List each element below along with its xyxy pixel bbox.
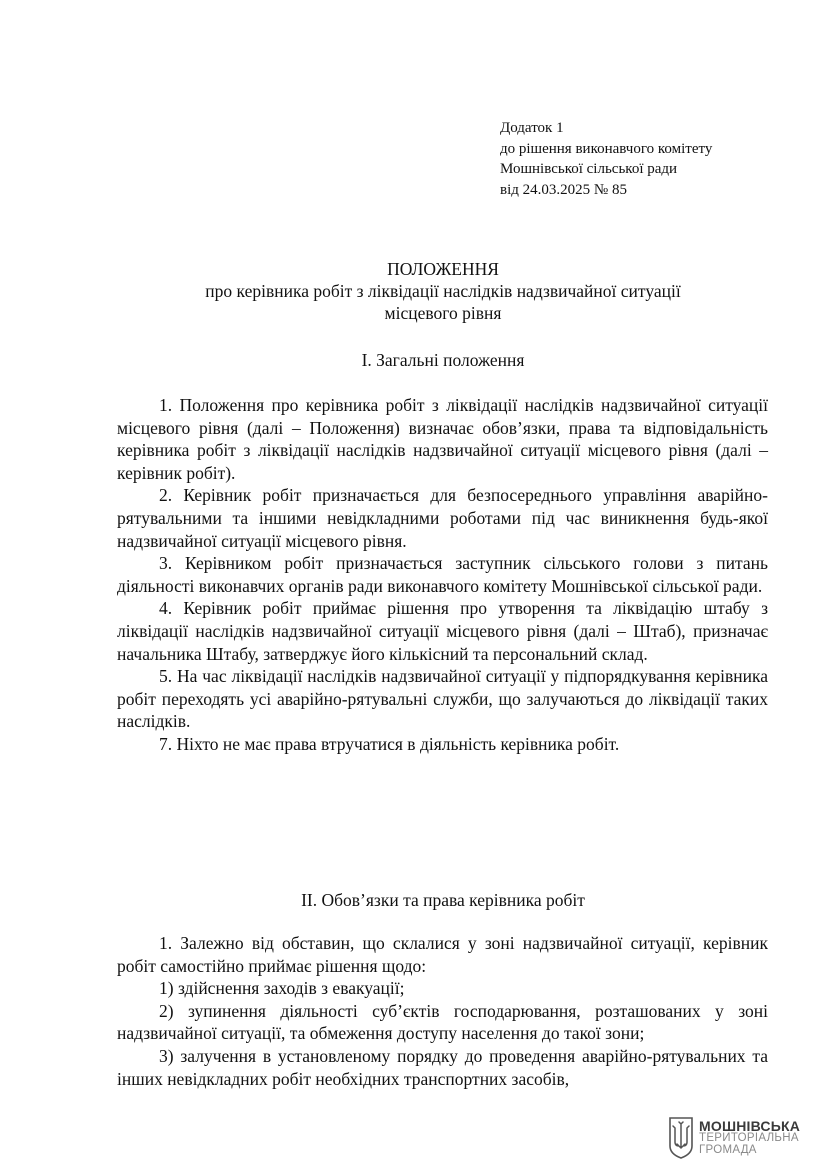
section1-paragraph-1: 1. Положення про керівника робіт з ліквідації наслідків надзвичайної ситуації місцевого рівня (далі – Положення) визначає обов’язки, права та відповідальність керівника робіт з ліквідації наслідків надзвичайної ситуації місцевого рівня (далі – керівник робіт). [117, 395, 768, 483]
logo-subtitle-2: ГРОМАДА [699, 1144, 757, 1156]
logo-title: МОШНІВСЬКА [699, 1118, 801, 1134]
document-subtitle-line1: про керівника робіт з ліквідації наслідків надзвичайної ситуації [205, 281, 681, 301]
section1-paragraph-4: 4. Керівник робіт приймає рішення про утворення та ліквідацію штабу з ліквідації наслідків надзвичайної ситуації місцевого рівня (далі – Штаб), призначає начальника Штабу, затверджує його кількісний та персональний склад. [117, 598, 768, 664]
annex-number: Додаток 1 [500, 120, 564, 136]
annex-decision-ref: до рішення виконавчого комітету [500, 140, 713, 157]
community-logo [668, 1116, 800, 1160]
section2-heading: ІІ. Обов’язки та права керівника робіт [301, 890, 585, 910]
logo-subtitle-1: ТЕРИТОРІАЛЬНА [699, 1132, 799, 1144]
document-subtitle-line2: місцевого рівня [384, 303, 502, 323]
annex-council-name: Мошнівської сільської ради [500, 161, 678, 177]
section2-item-1: 1) здійснення заходів з евакуації; [159, 978, 405, 999]
section1-paragraph-7: 7. Ніхто не має права втручатися в діяльність керівника робіт. [159, 733, 620, 754]
section1-paragraph-3: 3. Керівником робіт призначається заступник сільського голови з питань діяльності виконавчих органів ради виконавчого комітету Мошнівської сільської ради. [117, 553, 768, 596]
section1-heading: І. Загальні положення [361, 350, 525, 370]
annex-block [500, 118, 712, 200]
section2-body [117, 932, 768, 1090]
trident-coat-of-arms-icon [668, 1116, 694, 1160]
section1-paragraph-2: 2. Керівник робіт призначається для безпосереднього управління аварійно-рятувальними та іншими невідкладними роботами під час виникнення будь-якої надзвичайної ситуації місцевого рівня. [117, 485, 768, 551]
section2-item-3: 3) залучення в установленому порядку до проведення аварійно-рятувальних та інших невідкладних робіт необхідних транспортних засобів, [117, 1045, 768, 1089]
document-title: ПОЛОЖЕННЯ [387, 259, 499, 279]
document-title-block [0, 258, 826, 324]
section1-paragraph-5: 5. На час ліквідації наслідків надзвичайної ситуації у підпорядкування керівника робіт переходять усі аварійно-рятувальні служби, що залучаються до ліквідації таких наслідків. [117, 666, 768, 732]
section2-item-2: 2) зупинення діяльності суб’єктів господарювання, розташованих у зоні надзвичайної ситуації, та обмеження доступу населення до такої зони; [117, 1000, 768, 1044]
logo-text [699, 1120, 800, 1156]
section2-paragraph-1: 1. Залежно від обставин, що склалися у зоні надзвичайної ситуації, керівник робіт самостійно приймає рішення щодо: [117, 933, 768, 976]
annex-date-number: від 24.03.2025 № 85 [500, 181, 627, 198]
section1-body [117, 394, 768, 756]
